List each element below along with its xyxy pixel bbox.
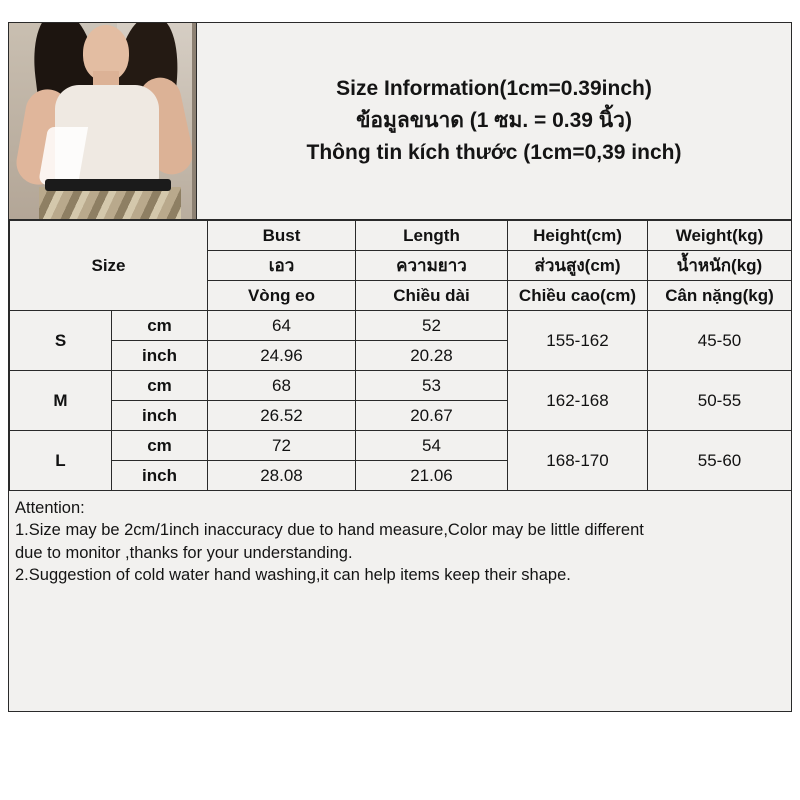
cell-weight-l: 55-60 — [648, 431, 792, 491]
cell-height-l: 168-170 — [508, 431, 648, 491]
cell-bust-inch-m: 26.52 — [208, 401, 356, 431]
attention-line-2: due to monitor ,thanks for your understanding. — [15, 543, 353, 562]
unit-cm: cm — [112, 431, 208, 461]
header-height-vi: Chiều cao(cm) — [508, 281, 648, 311]
attention-heading: Attention: — [15, 499, 85, 517]
unit-inch: inch — [112, 341, 208, 371]
title-line-en: Size Information(1cm=0.39inch) — [336, 76, 652, 100]
photo-belt — [45, 179, 171, 191]
header-weight-th: น้ำหนัก(kg) — [648, 251, 792, 281]
header-length-vi: Chiều dài — [356, 281, 508, 311]
title-block — [197, 23, 791, 219]
header-length-en: Length — [356, 221, 508, 251]
header-weight-vi: Cân nặng(kg) — [648, 281, 792, 311]
header-height-th: ส่วนสูง(cm) — [508, 251, 648, 281]
size-header-cell: Size — [10, 221, 208, 311]
cell-bust-cm-l: 72 — [208, 431, 356, 461]
table-row — [10, 431, 792, 461]
title-line-th: ข้อมูลขนาด (1 ซม. = 0.39 นิ้ว) — [356, 108, 632, 132]
size-chart-sheet — [8, 22, 792, 712]
header-length-th: ความยาว — [356, 251, 508, 281]
header-height-en: Height(cm) — [508, 221, 648, 251]
row-size-m: M — [10, 371, 112, 431]
cell-length-inch-s: 20.28 — [356, 341, 508, 371]
cell-weight-m: 50-55 — [648, 371, 792, 431]
title-line-vi: Thông tin kích thước (1cm=0,39 inch) — [306, 141, 682, 165]
cell-length-inch-l: 21.06 — [356, 461, 508, 491]
unit-inch: inch — [112, 401, 208, 431]
unit-inch: inch — [112, 461, 208, 491]
size-table — [9, 220, 792, 491]
cell-length-cm-s: 52 — [356, 311, 508, 341]
attention-line-3: 2.Suggestion of cold water hand washing,it can help items keep their shape. — [15, 565, 571, 584]
cell-length-cm-l: 54 — [356, 431, 508, 461]
cell-height-s: 155-162 — [508, 311, 648, 371]
cell-bust-cm-m: 68 — [208, 371, 356, 401]
header-bust-en: Bust — [208, 221, 356, 251]
header-weight-en: Weight(kg) — [648, 221, 792, 251]
cell-height-m: 162-168 — [508, 371, 648, 431]
unit-cm: cm — [112, 311, 208, 341]
table-row — [10, 371, 792, 401]
header-band — [9, 23, 791, 220]
row-size-l: L — [10, 431, 112, 491]
product-photo — [9, 23, 197, 219]
attention-line-1: 1.Size may be 2cm/1inch inaccuracy due to hand measure,Color may be little different — [15, 521, 644, 540]
cell-weight-s: 45-50 — [648, 311, 792, 371]
unit-cm: cm — [112, 371, 208, 401]
photo-edge-strip — [192, 23, 196, 219]
cell-length-cm-m: 53 — [356, 371, 508, 401]
cell-length-inch-m: 20.67 — [356, 401, 508, 431]
table-row — [10, 311, 792, 341]
row-size-s: S — [10, 311, 112, 371]
cell-bust-inch-l: 28.08 — [208, 461, 356, 491]
attention-block — [9, 491, 791, 590]
header-bust-vi: Vòng eo — [208, 281, 356, 311]
table-header-row-en — [10, 221, 792, 251]
cell-bust-cm-s: 64 — [208, 311, 356, 341]
photo-camo-pants — [39, 187, 181, 219]
header-bust-th: เอว — [208, 251, 356, 281]
cell-bust-inch-s: 24.96 — [208, 341, 356, 371]
